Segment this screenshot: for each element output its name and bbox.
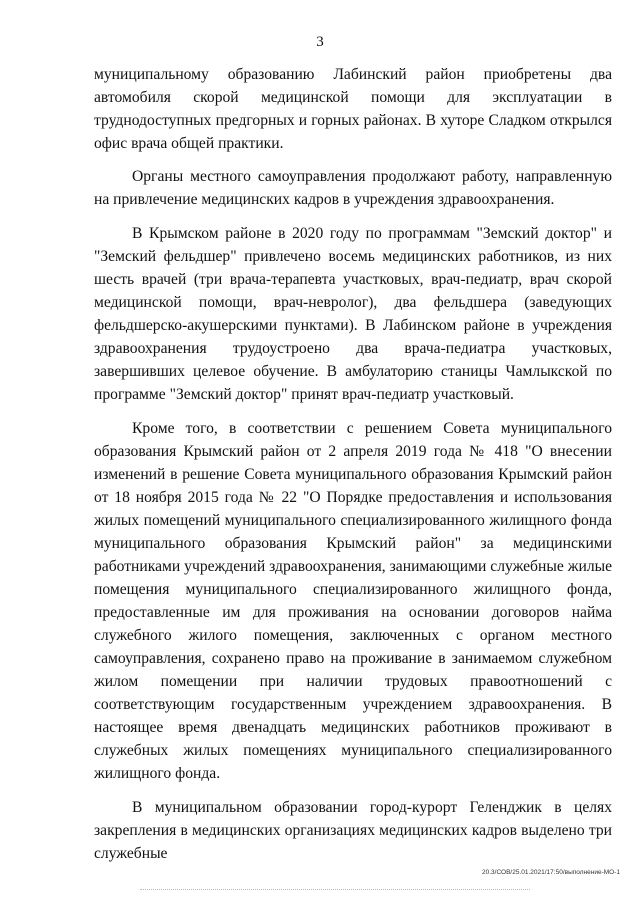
scan-artifact-line xyxy=(140,889,530,890)
page-number: 3 xyxy=(316,34,324,50)
paragraph-local-government: Органы местного самоуправления продолжают работу, направленную на привлечение медицинских кадров в учреждения здравоохранения. xyxy=(94,168,612,208)
paragraph-housing-decision: Кроме того, в соответствии с решением Совета муниципального образования Крымский район от 2 апреля 2019 года № 418 "О внесении изменений в решение Совета муниципального образования Крымский район от 18 ноября 2015 года № 22 "О Порядке предоставления и использования жилых помещений муниципального специализированного жилищного фонда муниципального образования Крымский район" за медицинскими работниками учреждений здравоохранения, занимающими служебные жилые помещения муниципального специализированного жилищного фонда, предоставленные им для проживания на основании договоров найма служебного жилого помещения, заключенных с органом местного самоуправления, сохранено право на проживание в занимаемом служебном жилом помещении при наличии трудовых правоотношений с соответствующим государственным учреждением здравоохранения. В настоящее время двенадцать медицинских работников проживают в служебных жилых помещениях муниципального специализированного жилищного фонда. xyxy=(94,420,612,782)
paragraph-gelendzhik: В муниципальном образовании город-курорт Геленджик в целях закрепления в медицинских организациях медицинских кадров выделено три служебные xyxy=(94,799,612,862)
document-footer-code: 20.3/СОВ/25.01.2021/17:50/выполнение-МО-1 xyxy=(482,869,620,876)
paragraph-continuation: муниципальному образованию Лабинский район приобретены два автомобиля скорой медицинской помощи для эксплуатации в труднодоступных предгорных и горных районах. В хуторе Сладком открылся офис врача общей практики. xyxy=(94,66,612,152)
paragraph-krymsky-recruitment: В Крымском районе в 2020 году по программам "Земский доктор" и "Земский фельдшер" привлечено восемь медицинских работников, из них шесть врачей (три врача-терапевта участковых, врач-педиатр, врач скорой медицинской помощи, врач-невролог), два фельдшера (заведующих фельдшерско-акушерскими пунктами). В Лабинском районе в учреждения здравоохранения трудоустроено два врача-педиатра участковых, завершивших целевое обучение. В амбулаторию станицы Чамлыкской по программе "Земский доктор" принят врач-педиатр участковый. xyxy=(94,225,612,403)
document-body xyxy=(94,63,612,865)
